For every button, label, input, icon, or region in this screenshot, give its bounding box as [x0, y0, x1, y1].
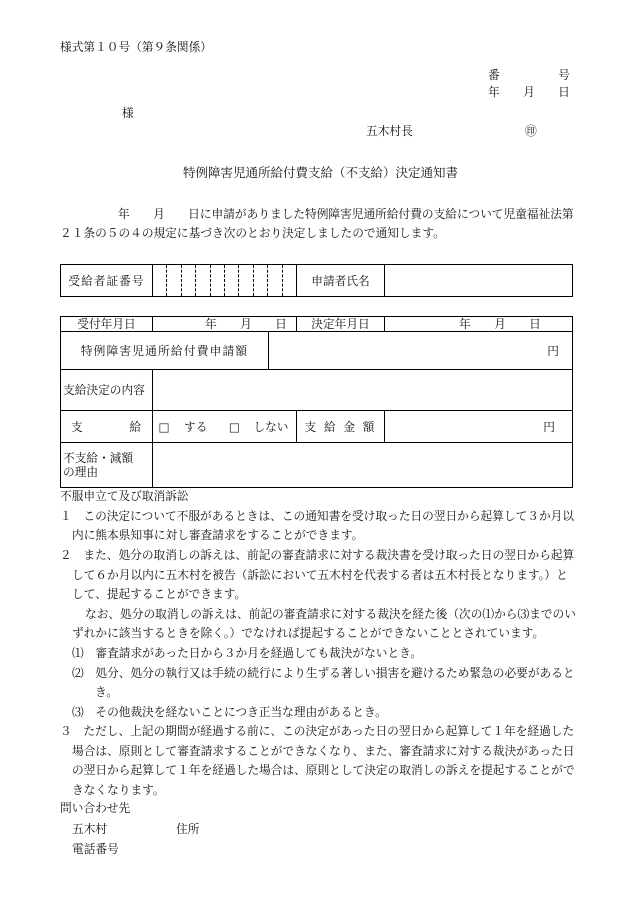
decision-content-label: 支給決定の内容: [63, 383, 145, 397]
certificate-number-label-cell: [61, 265, 153, 296]
reason-label-line-1: 不支給・減額: [63, 451, 134, 465]
digit-box: [239, 265, 253, 296]
reason-label: [63, 451, 133, 479]
contact-organization: 五木村: [72, 822, 108, 836]
issue-date-label: 年 月 日: [488, 85, 570, 99]
appeal-item-1-line-2: 内に熊本県知事に対し審査請求をすることができます。: [72, 528, 364, 542]
appeal-item-3-line-1: ３ ただし、上記の期間が経過する前に、この決定があった日の翌日から起算して１年を経過した: [60, 724, 575, 738]
application-amount-unit: 円: [547, 343, 559, 358]
received-date-value: 年 月 日: [205, 317, 287, 331]
appeal-item-2-note-line-1: なお、処分の取消しの訴えは、前記の審査請求に対する裁決を経た後（次の⑴から⑶までのい: [85, 607, 576, 621]
appeal-subitem-2-line-2: き。: [95, 685, 118, 699]
appeal-subitem-2-line-1: ⑵ 処分、処分の執行又は手続の続行により生ずる著しい損害を避けるため緊急の必要があると: [72, 666, 575, 680]
application-amount-field: [269, 332, 572, 369]
decision-date-field: [385, 317, 572, 331]
appeal-item-1-line-1: １ この決定について不服があるときは、この通知書を受け取った日の翌日から起算して３か月以: [60, 509, 575, 523]
contact-address-label: 住所: [176, 822, 200, 836]
dates-row: [61, 317, 572, 331]
decision-date-value: 年 月 日: [459, 317, 541, 331]
payment-amount-unit: 円: [543, 419, 555, 434]
received-date-label: 受付年月日: [77, 317, 136, 331]
payment-option-yes-label: する: [184, 419, 208, 434]
decision-content-field: [153, 370, 572, 410]
document-number-label: 番 号: [488, 68, 570, 82]
appeal-item-2-line-2: して６か月以内に五木村を被告（訴訟において五木村を代表する者は五木村長となります。）と: [72, 568, 568, 582]
contact-heading: 問い合わせ先: [60, 801, 131, 815]
decision-date-label-cell: [297, 317, 385, 331]
appeal-heading: 不服申立て及び取消訴訟: [60, 489, 189, 503]
payment-amount-label: 支 給 金 額: [304, 419, 377, 434]
digit-box: [167, 265, 181, 296]
appeal-item-3-line-4: きなくなります。: [72, 783, 165, 797]
appeal-subitem-1: ⑴ 審査請求があった日から３か月を経過しても裁決がないとき。: [72, 646, 423, 660]
appeal-item-3-line-2: 場合は、原則として審査請求することができなくなり、また、審査請求に対する裁決があった日: [72, 744, 575, 758]
decision-content-label-cell: [61, 370, 153, 410]
received-date-label-cell: [61, 317, 153, 331]
appeal-subitem-3: ⑶ その他裁決を経ないことにつき正当な理由があるとき。: [72, 705, 387, 719]
decision-date-label: 決定年月日: [311, 317, 370, 331]
application-amount-row: [61, 331, 572, 369]
appeal-item-3-line-3: の翌日から起算して１年を経過した場合は、原則として決定の取消しの訴えを提起することがで: [72, 763, 575, 777]
appeal-item-2-line-3: して、提起することができます。: [72, 587, 247, 601]
reason-label-cell: [61, 443, 153, 487]
certificate-number-boxes: [153, 265, 297, 296]
reason-field: [153, 443, 572, 487]
payment-amount-label-cell: [297, 411, 385, 442]
addressee-suffix: 様: [122, 106, 134, 120]
digit-box: [196, 265, 210, 296]
checkbox-icon: □: [158, 419, 170, 434]
application-amount-label-cell: [61, 332, 269, 369]
received-date-field: [153, 317, 297, 331]
intro-line-2: ２１条の５の４の規定に基づき次のとおり決定しましたので通知します。: [60, 226, 445, 240]
digit-box: [283, 265, 297, 296]
reason-label-line-2: の理由: [63, 465, 99, 479]
application-amount-label: 特例障害児通所給付費申請額: [80, 343, 249, 358]
document-title: 特例障害児通所給付費支給（不支給）決定通知書: [183, 165, 459, 180]
seal-mark: ㊞: [525, 124, 537, 138]
digit-box: [225, 265, 239, 296]
appeal-item-2-line-1: ２ また、処分の取消しの訴えは、前記の審査請求に対する裁決書を受け取った日の翌日から起算: [60, 548, 575, 562]
payment-label-cell: [61, 411, 153, 442]
intro-line-1: 年 月 日に申請がありました特例障害児通所給付費の支給について児童福祉法第: [118, 207, 574, 221]
recipient-table: [60, 264, 573, 297]
digit-box: [268, 265, 282, 296]
decision-table: [60, 316, 573, 488]
appeal-item-2-note-line-2: ずれかに該当するときを除く。）でなければ提起することができないこととされています。: [72, 626, 545, 640]
reason-row: [61, 442, 572, 487]
payment-row: [61, 410, 572, 442]
digit-box: [153, 265, 167, 296]
recipient-row: [61, 265, 572, 296]
payment-options-cell: [153, 411, 297, 442]
digit-box: [182, 265, 196, 296]
digit-box: [211, 265, 225, 296]
payment-label: 支 給: [71, 419, 142, 434]
certificate-number-label: 受給者証番号: [68, 273, 145, 288]
applicant-name-field: [385, 265, 572, 296]
checkbox-icon: □: [228, 419, 240, 434]
contact-phone-label: 電話番号: [72, 842, 119, 856]
digit-box: [254, 265, 268, 296]
applicant-name-label-cell: [297, 265, 385, 296]
payment-amount-field: [385, 411, 572, 442]
decision-content-row: [61, 369, 572, 410]
payment-option-no-label: しない: [253, 419, 289, 434]
issuer-name: 五木村長: [366, 124, 413, 138]
form-number: 様式第１０号（第９条関係）: [60, 40, 212, 54]
applicant-name-label: 申請者氏名: [311, 273, 370, 288]
